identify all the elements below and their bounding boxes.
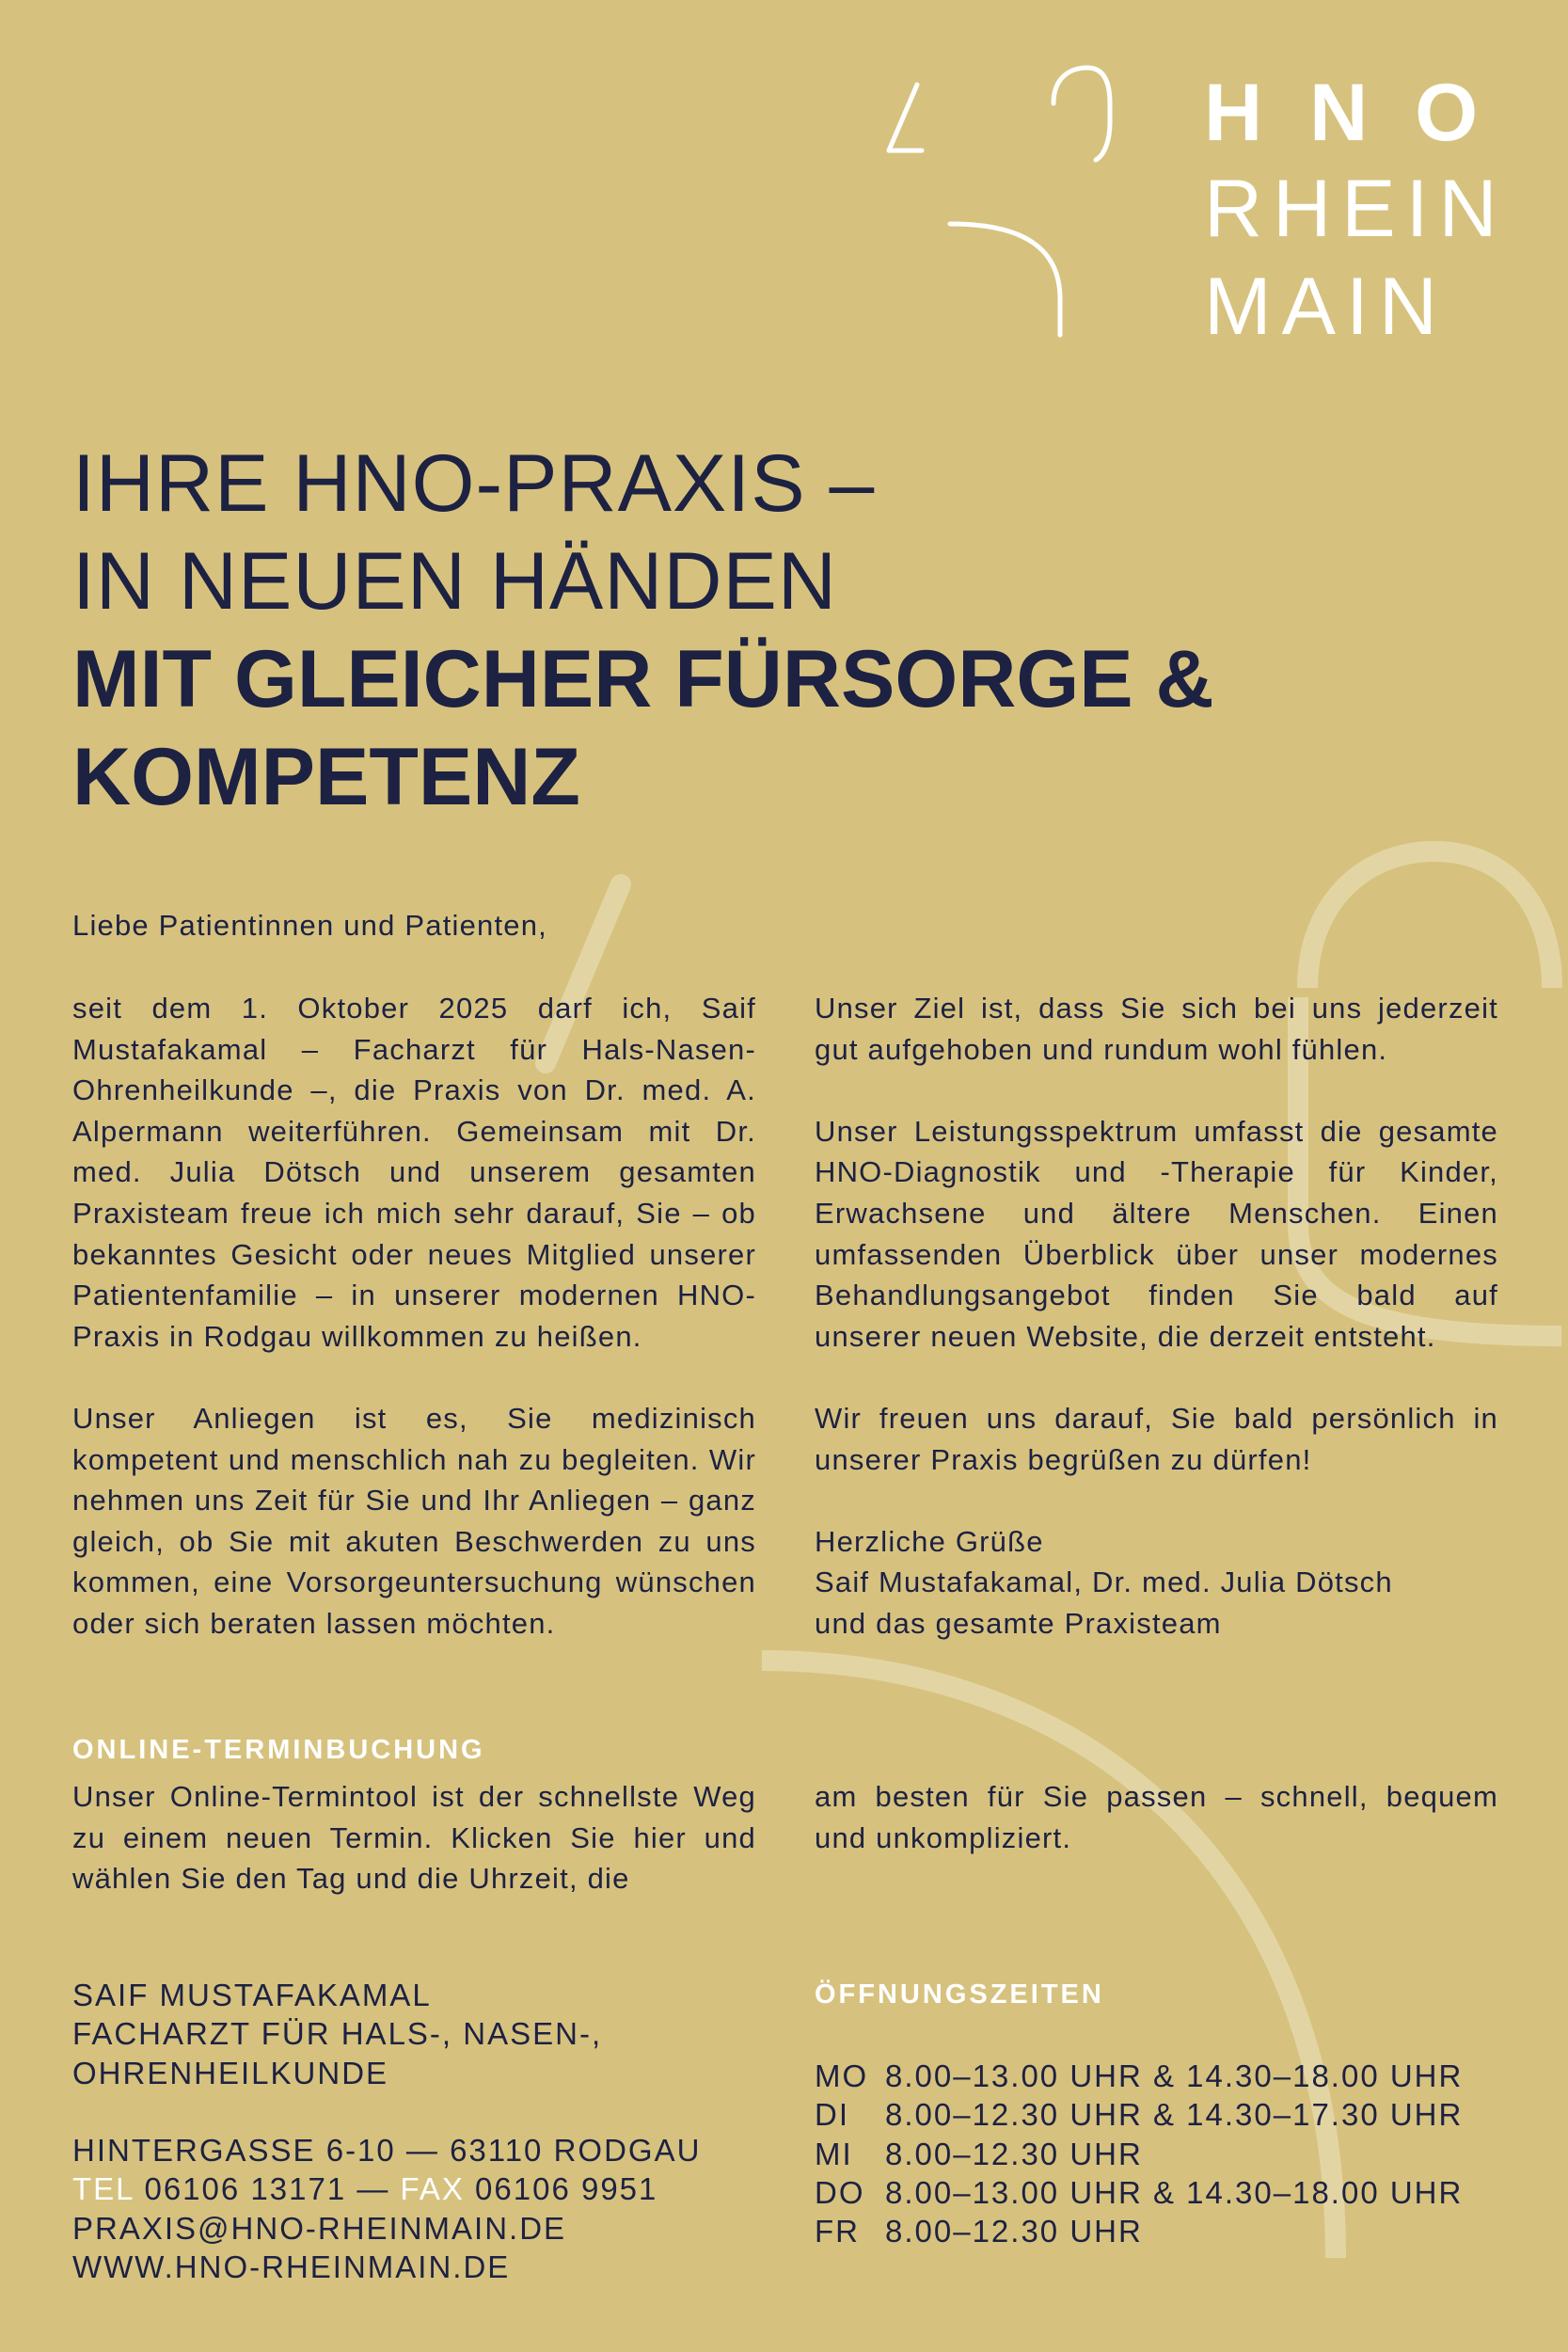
hours-time: 8.00–13.00 UHR & 14.30–18.00 UHR (885, 2058, 1464, 2093)
hours-row (815, 2095, 1463, 2134)
letter-paragraph: seit dem 1. Oktober 2025 darf ich, Saif Mustafakamal – Facharzt für Hals-Nasen-Ohrenheilkunde –, die Praxis von Dr. med. A. Alpermann weiterführen. Gemeinsam mit Dr. med. Julia Dötsch und unserem gesamten Praxisteam freue ich mich sehr darauf, Sie – ob bekanntes Gesicht oder neues Mitglied unserer Patientenfamilie – in unserer modernen HNO-Praxis in Rodgau willkommen zu heißen. (72, 992, 756, 1353)
letter-paragraph: Unser Anliegen ist es, Sie medizinisch kompetent und menschlich nah zu begleiten. Wir nehmen uns Zeit für Sie und Ihr Anliegen – ganz gleich, ob Sie mit akuten Beschwerden zu uns kommen, eine Vorsorgeuntersuchung wünschen oder sich beraten lassen möchten. (72, 1401, 756, 1640)
online-booking-left (72, 1776, 756, 1899)
logo-nose-shape (889, 85, 922, 151)
logo-ear-shape (1053, 68, 1110, 160)
headline-line-2: IN NEUEN HÄNDEN (72, 536, 837, 627)
signature-line-1: Saif Mustafakamal, Dr. med. Julia Dötsch (815, 1565, 1393, 1599)
letter-left-column (72, 988, 756, 1645)
logo-rhein: RHEIN (1204, 164, 1508, 254)
logo-wordmark (1204, 66, 1525, 356)
contact-name: SAIF MUSTAFAKAMAL (72, 1978, 432, 2012)
headline-line-3: MIT GLEICHER FÜRSORGE & (72, 634, 1214, 724)
hours-day: DO (815, 2174, 865, 2210)
hours-day: MI (815, 2136, 853, 2171)
hours-row (815, 2173, 1463, 2212)
opening-hours-title: ÖFFNUNGSZEITEN (815, 1979, 1104, 2010)
hours-time: 8.00–12.30 UHR & 14.30–17.30 UHR (885, 2097, 1464, 2133)
contact-phone-fax (72, 2169, 701, 2208)
online-booking-right: am besten für Sie passen – schnell, bequem und unkompliziert. (815, 1780, 1498, 1854)
contact-title-1: FACHARZT FÜR HALS-, NASEN-, (72, 2016, 603, 2052)
contact-address: HINTERGASSE 6-10 — 63110 RODGAU (72, 2133, 702, 2169)
online-booking-text-2: und wählen Sie den Tag und die Uhrzeit, die (72, 1820, 757, 1896)
booking-link[interactable]: hier (633, 1820, 687, 1854)
closing-text: Herzliche Grüße (815, 1524, 1044, 1558)
letter-paragraph: Unser Leistungsspektrum umfasst die gesamte HNO-Diagnostik und -Therapie für Kinder, Erwachsene und ältere Menschen. Einen umfassenden Überblick über unser modernes Behandlungsangebot finden Sie bald auf unserer neuen Website, die derzeit entsteht. (815, 1114, 1498, 1353)
opening-hours-list (815, 2057, 1463, 2250)
hours-day: MO (815, 2058, 869, 2093)
logo-main: MAIN (1204, 262, 1448, 352)
contact-block (72, 1976, 701, 2286)
letter-paragraph: Unser Ziel ist, dass Sie sich bei uns jederzeit gut aufgehoben und rundum wohl fühlen. (815, 992, 1498, 1066)
signature-line-2: und das gesamte Praxisteam (815, 1606, 1222, 1640)
online-booking-title: ONLINE-TERMINBUCHUNG (72, 1735, 485, 1765)
hours-time: 8.00–12.30 UHR (885, 2136, 1143, 2171)
headline-line-1: IHRE HNO-PRAXIS – (72, 438, 876, 529)
hours-day: DI (815, 2097, 849, 2133)
contact-website[interactable]: WWW.HNO-RHEINMAIN.DE (72, 2249, 511, 2285)
headline-line-4: KOMPETENZ (72, 732, 580, 822)
hours-time: 8.00–12.30 UHR (885, 2214, 1143, 2249)
online-booking-text-1: Unser Online-Termintool ist der schnellste Weg zu einem neuen Termin. Klicken Sie (72, 1780, 756, 1854)
hours-day: FR (815, 2214, 860, 2249)
fax-label: FAX (400, 2171, 465, 2207)
separator: — (356, 2171, 390, 2207)
letter-right-column (815, 988, 1498, 1645)
tel-number[interactable]: 06106 13171 (144, 2171, 347, 2207)
hours-row (815, 2057, 1463, 2095)
fax-number: 06106 9951 (475, 2171, 658, 2207)
logo-jaw-shape (950, 224, 1060, 335)
decor-ear-arc (1307, 851, 1552, 988)
contact-email[interactable]: PRAXIS@HNO-RHEINMAIN.DE (72, 2210, 567, 2246)
letter-signoff (815, 1521, 1498, 1645)
contact-title-2: OHRENHEILKUNDE (72, 2055, 389, 2090)
tel-label: TEL (72, 2171, 135, 2207)
letter-paragraph: Wir freuen uns darauf, Sie bald persönlich in unserer Praxis begrüßen zu dürfen! (815, 1401, 1498, 1476)
letter-greeting: Liebe Patientinnen und Patienten, (72, 909, 547, 942)
hours-row (815, 2135, 1463, 2173)
hours-row (815, 2212, 1463, 2250)
headline (72, 435, 1483, 826)
logo-hno: HNO (1204, 68, 1526, 158)
hours-time: 8.00–13.00 UHR & 14.30–18.00 UHR (885, 2174, 1464, 2210)
